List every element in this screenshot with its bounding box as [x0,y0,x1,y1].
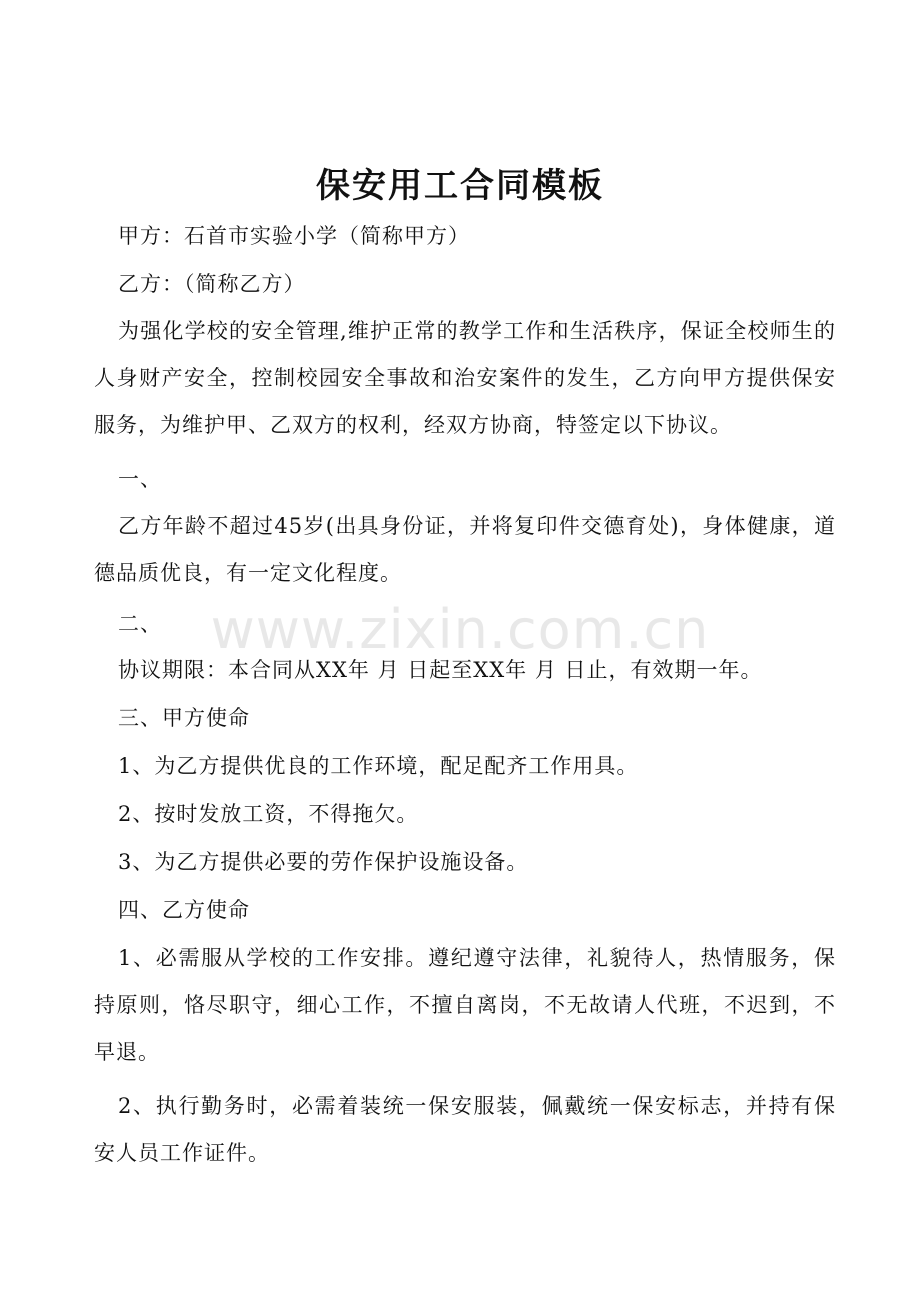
section-4-heading: 四、乙方使命 [118,898,250,922]
section-3-item: 3、为乙方提供必要的劳作保护设施设备。 [118,850,529,874]
section-4-item: 2、执行勤务时，必需着装统一保安服装，佩戴统一保安标志，并持有保安人员工作证件。 [94,1094,836,1165]
section-2-text: 协议期限：本合同从XX年 月 日起至XX年 月 日止，有效期一年。 [118,658,763,682]
section-1-text: 乙方年龄不超过45岁(出具身份证，并将复印件交德育处)，身体健康，道德品质优良，有一定文化程度。 [94,514,836,585]
section-3-item: 2、按时发放工资，不得拖欠。 [118,802,419,826]
section-3-heading: 三、甲方使命 [118,706,250,730]
document-title: 保安用工合同模板 [316,166,604,206]
intro-paragraph: 为强化学校的安全管理,维护正常的教学工作和生活秩序，保证全校师生的人身财产安全，控制校园安全事故和治安案件的发生，乙方向甲方提供保安服务，为维护甲、乙双方的权利，经双方协商，特签定以下协议。 [94,319,836,437]
section-3-item: 1、为乙方提供优良的工作环境，配足配齐工作用具。 [118,754,639,778]
section-1-heading: 一、 [118,467,162,491]
watermark-text: www.zixin.com.cn [210,598,710,661]
section-2-heading: 二、 [118,612,162,636]
party-b-line: 乙方：（简称乙方） [118,272,306,296]
party-a-line: 甲方：石首市实验小学（简称甲方） [118,224,470,248]
section-4-item: 1、必需服从学校的工作安排。遵纪遵守法律，礼貌待人，热情服务，保持原则，恪尽职守，细心工作，不擅自离岗，不无故请人代班，不迟到，不早退。 [94,946,836,1064]
